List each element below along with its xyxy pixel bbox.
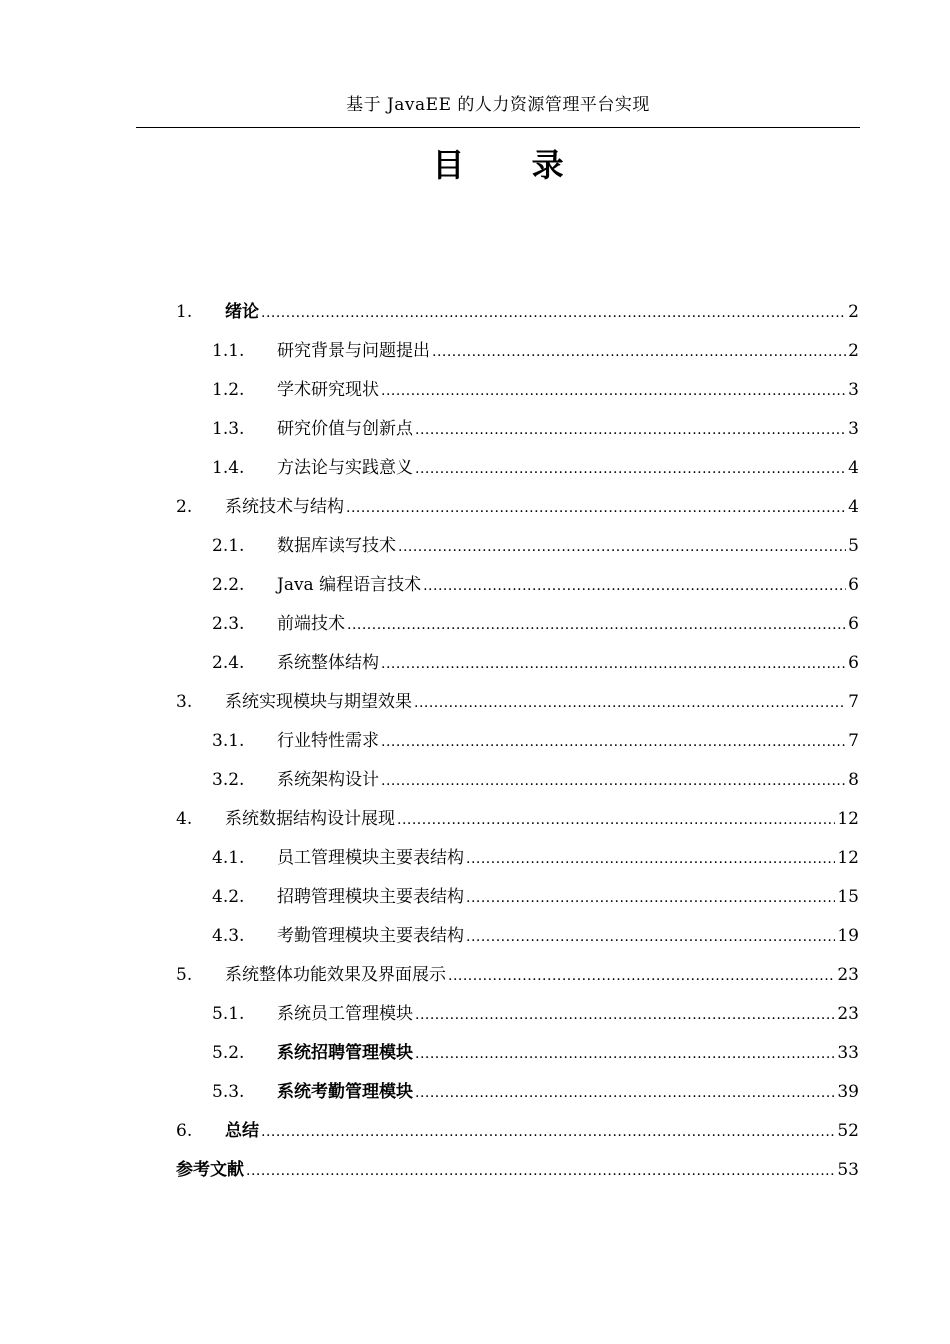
- toc-entry-page: 53: [837, 1160, 859, 1180]
- toc-entry-page: 2: [848, 302, 859, 322]
- header-rule: [136, 127, 860, 128]
- toc-dot-leader: [432, 338, 846, 366]
- toc-entry-number: 5.: [176, 965, 193, 985]
- toc-entry-page: 23: [837, 1004, 859, 1024]
- toc-entry-title: 研究背景与问题提出: [277, 341, 430, 361]
- toc-dot-leader: [415, 1079, 835, 1107]
- toc-entry[interactable]: [176, 1000, 859, 1039]
- toc-dot-leader: [398, 533, 846, 561]
- toc-entry-number: 1.2.: [212, 380, 245, 400]
- toc-dot-leader: [261, 1118, 835, 1146]
- table-of-contents: [176, 298, 859, 1195]
- toc-entry-title: 研究价值与创新点: [277, 419, 413, 439]
- toc-entry-page: 33: [837, 1043, 859, 1063]
- toc-entry-number: 1.3.: [212, 419, 245, 439]
- toc-entry-number: 2.2.: [212, 575, 245, 595]
- toc-entry-number: 1.1.: [212, 341, 245, 361]
- toc-entry-number: 1.4.: [212, 458, 245, 478]
- toc-entry[interactable]: [176, 1156, 859, 1195]
- toc-entry-title: 绪论: [225, 302, 259, 322]
- toc-entry-page: 4: [848, 497, 859, 517]
- toc-entry-title: 系统整体结构: [277, 653, 379, 673]
- toc-entry[interactable]: [176, 688, 859, 727]
- toc-entry[interactable]: [176, 298, 859, 337]
- toc-entry-page: 15: [837, 887, 859, 907]
- toc-dot-leader: [347, 611, 846, 639]
- toc-dot-leader: [261, 299, 846, 327]
- toc-entry-title: 学术研究现状: [277, 380, 379, 400]
- toc-entry-title: 方法论与实践意义: [277, 458, 413, 478]
- toc-entry-title: 系统数据结构设计展现: [225, 809, 395, 829]
- toc-entry-number: 4.: [176, 809, 193, 829]
- toc-entry-page: 19: [837, 926, 859, 946]
- running-header: 基于 JavaEE 的人力资源管理平台实现: [346, 95, 650, 115]
- toc-entry-page: 39: [837, 1082, 859, 1102]
- toc-entry[interactable]: [176, 454, 859, 493]
- toc-entry-number: 6.: [176, 1121, 193, 1141]
- toc-entry-page: 2: [848, 341, 859, 361]
- toc-entry-number: 4.3.: [212, 926, 245, 946]
- toc-entry-page: 7: [848, 731, 859, 751]
- toc-dot-leader: [415, 1001, 835, 1029]
- toc-entry-title: 系统考勤管理模块: [277, 1082, 413, 1102]
- toc-dot-leader: [423, 572, 846, 600]
- toc-entry-number: 4.1.: [212, 848, 245, 868]
- toc-entry-number: 2.3.: [212, 614, 245, 634]
- toc-entry-title: 系统实现模块与期望效果: [225, 692, 412, 712]
- toc-entry-title: 系统架构设计: [277, 770, 379, 790]
- toc-entry[interactable]: [176, 649, 859, 688]
- toc-entry-page: 3: [848, 380, 859, 400]
- toc-entry-title: 参考文献: [176, 1160, 244, 1180]
- toc-entry-number: 2.4.: [212, 653, 245, 673]
- toc-entry[interactable]: [176, 337, 859, 376]
- toc-entry[interactable]: [176, 844, 859, 883]
- toc-entry-page: 3: [848, 419, 859, 439]
- toc-entry-page: 12: [837, 809, 859, 829]
- toc-entry-title: Java 编程语言技术: [277, 575, 422, 595]
- toc-entry[interactable]: [176, 805, 859, 844]
- toc-entry-page: 6: [848, 653, 859, 673]
- toc-entry-number: 2.1.: [212, 536, 245, 556]
- toc-entry[interactable]: [176, 571, 859, 610]
- toc-entry-title: 前端技术: [277, 614, 345, 634]
- toc-entry-number: 5.1.: [212, 1004, 245, 1024]
- toc-entry-title: 招聘管理模块主要表结构: [277, 887, 464, 907]
- toc-entry-number: 4.2.: [212, 887, 245, 907]
- toc-dot-leader: [448, 962, 835, 990]
- page-title: 目 录: [432, 146, 592, 184]
- toc-entry-number: 5.2.: [212, 1043, 245, 1063]
- toc-entry[interactable]: [176, 961, 859, 1000]
- toc-entry-title: 系统招聘管理模块: [277, 1043, 413, 1063]
- toc-entry-number: 1.: [176, 302, 193, 322]
- toc-entry[interactable]: [176, 1117, 859, 1156]
- toc-dot-leader: [414, 689, 846, 717]
- toc-dot-leader: [381, 728, 846, 756]
- toc-entry-page: 7: [848, 692, 859, 712]
- toc-entry-page: 12: [837, 848, 859, 868]
- toc-entry-number: 3.2.: [212, 770, 245, 790]
- toc-entry-number: 5.3.: [212, 1082, 245, 1102]
- toc-entry-title: 总结: [225, 1121, 259, 1141]
- toc-entry[interactable]: [176, 766, 859, 805]
- toc-entry[interactable]: [176, 1078, 859, 1117]
- toc-entry-title: 数据库读写技术: [277, 536, 396, 556]
- toc-entry-page: 5: [848, 536, 859, 556]
- toc-entry-page: 8: [848, 770, 859, 790]
- toc-dot-leader: [246, 1157, 835, 1185]
- toc-dot-leader: [466, 923, 835, 951]
- toc-entry-page: 23: [837, 965, 859, 985]
- toc-entry-page: 6: [848, 575, 859, 595]
- toc-entry-title: 考勤管理模块主要表结构: [277, 926, 464, 946]
- toc-entry[interactable]: [176, 1039, 859, 1078]
- toc-entry-page: 52: [837, 1121, 859, 1141]
- toc-entry-page: 4: [848, 458, 859, 478]
- toc-dot-leader: [381, 377, 846, 405]
- toc-entry-title: 系统整体功能效果及界面展示: [225, 965, 446, 985]
- toc-entry-number: 2.: [176, 497, 193, 517]
- toc-dot-leader: [381, 767, 846, 795]
- toc-dot-leader: [415, 1040, 835, 1068]
- toc-dot-leader: [415, 416, 846, 444]
- toc-entry[interactable]: [176, 376, 859, 415]
- toc-entry-title: 员工管理模块主要表结构: [277, 848, 464, 868]
- toc-dot-leader: [381, 650, 846, 678]
- toc-dot-leader: [346, 494, 846, 522]
- toc-entry[interactable]: [176, 883, 859, 922]
- toc-entry[interactable]: [176, 415, 859, 454]
- toc-entry[interactable]: [176, 727, 859, 766]
- toc-entry-title: 行业特性需求: [277, 731, 379, 751]
- toc-entry-number: 3.1.: [212, 731, 245, 751]
- toc-dot-leader: [415, 455, 846, 483]
- toc-entry-page: 6: [848, 614, 859, 634]
- toc-dot-leader: [397, 806, 835, 834]
- toc-entry[interactable]: [176, 610, 859, 649]
- toc-entry-title: 系统员工管理模块: [277, 1004, 413, 1024]
- toc-entry-number: 3.: [176, 692, 193, 712]
- toc-entry-title: 系统技术与结构: [225, 497, 344, 517]
- toc-entry[interactable]: [176, 922, 859, 961]
- toc-dot-leader: [466, 845, 835, 873]
- toc-entry[interactable]: [176, 493, 859, 532]
- toc-dot-leader: [466, 884, 835, 912]
- toc-entry[interactable]: [176, 532, 859, 571]
